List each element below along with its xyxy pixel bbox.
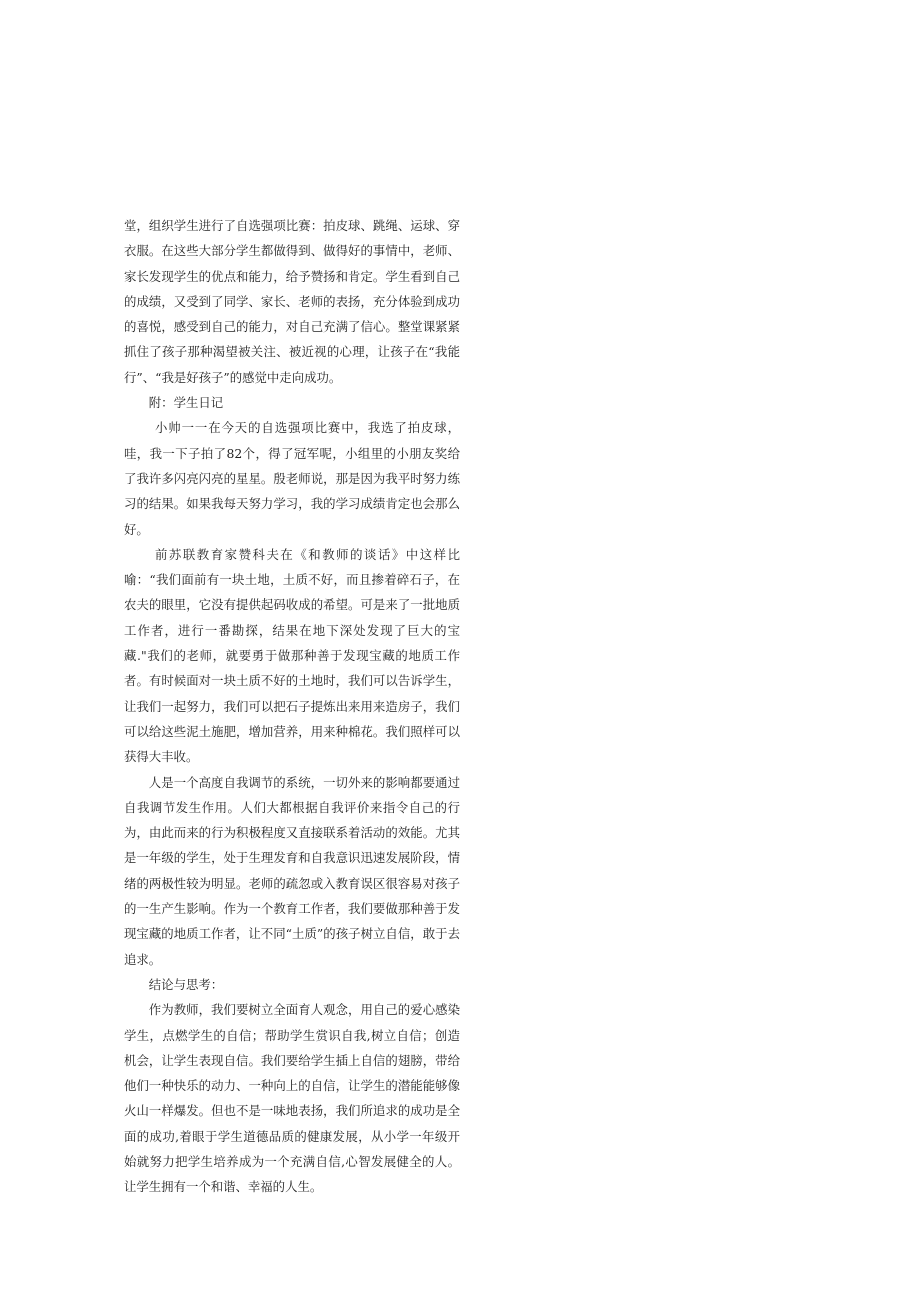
document-body <box>124 213 460 1200</box>
conclusion-heading: 结论与思考： <box>148 976 224 992</box>
paragraph-continued: 堂，组织学生进行了自选强项比赛：拍皮球、跳绳、运球、穿衣服。在这些大部分学生都做得到、做得好的事情中，老师、家长发现学生的优点和能力，给予赞扬和肯定。学生看到自己的成绩，又受到了同学、家长、老师的表扬，充分体验到成功的喜悦，感受到自己的能力，对自己充满了信心。整堂课紧紧抓住了孩子那种渴望被关注、被近视的心理，让孩子在“我能行”、“我是好孩子”的感觉中走向成功。 <box>124 218 460 385</box>
conclusion-paragraph: 作为教师，我们要树立全面育人观念，用自己的爱心感染学生，点燃学生的自信；帮助学生赏识自我,树立自信；创造机会，让学生表现自信。我们要给学生插上自信的翅膀，带给他们一种快乐的动力、一种向上的自信，让学生的潜能能够像火山一样爆发。但也不是一味地表扬，我们所追求的成功是全面的成功,着眼于学生道德品质的健康发展，从小学一年级开始就努力把学生培养成为一个充满自信,心智发展健全的人。让学生拥有一个和谐、幸福的人生。 <box>124 1002 460 1195</box>
theory-paragraph: 人是一个高度自我调节的系统，一切外来的影响都要通过自我调节发生作用。人们大都根据自我评价来指令自己的行为，由此而来的行为积极程度又直接联系着活动的效能。尤其是一年级的学生，处于生理发育和自我意识迅速发展阶段，情绪的两极性较为明显。老师的疏忽或入教育误区很容易对孩子的一生产生影响。作为一个教育工作者，我们要做那种善于发现宝藏的地质工作者，让不同“土质”的孩子树立自信，敢于去追求。 <box>124 774 460 967</box>
appendix-heading: 附：学生日记 <box>148 395 224 411</box>
diary-paragraph: 小帅一一在今天的自选强项比赛中，我选了拍皮球，哇，我一下子拍了82个，得了冠军呢，小组里的小朋友奖给了我许多闪亮闪亮的星星。殷老师说，那是因为我平时努力练习的结果。如果我每天努力学习，我的学习成绩肯定也会那么好。 <box>124 420 460 537</box>
quote-paragraph: 前苏联教育家赞科夫在《和教师的谈话》中这样比喻：“我们面前有一块土地，土质不好，而且掺着碎石子，在农夫的眼里，它没有提供起码收成的希望。可是来了一批地质工作者，进行一番勘探，结果在地下深处发现了巨大的宝藏."我们的老师，就要勇于做那种善于发现宝藏的地质工作者。有时候面对一块土质不好的土地时，我们可以告诉学生，让我们一起努力，我们可以把石子提炼出来用来造房子，我们可以给这些泥土施肥，增加营养，用来种棉花。我们照样可以获得大丰收。 <box>124 546 460 765</box>
